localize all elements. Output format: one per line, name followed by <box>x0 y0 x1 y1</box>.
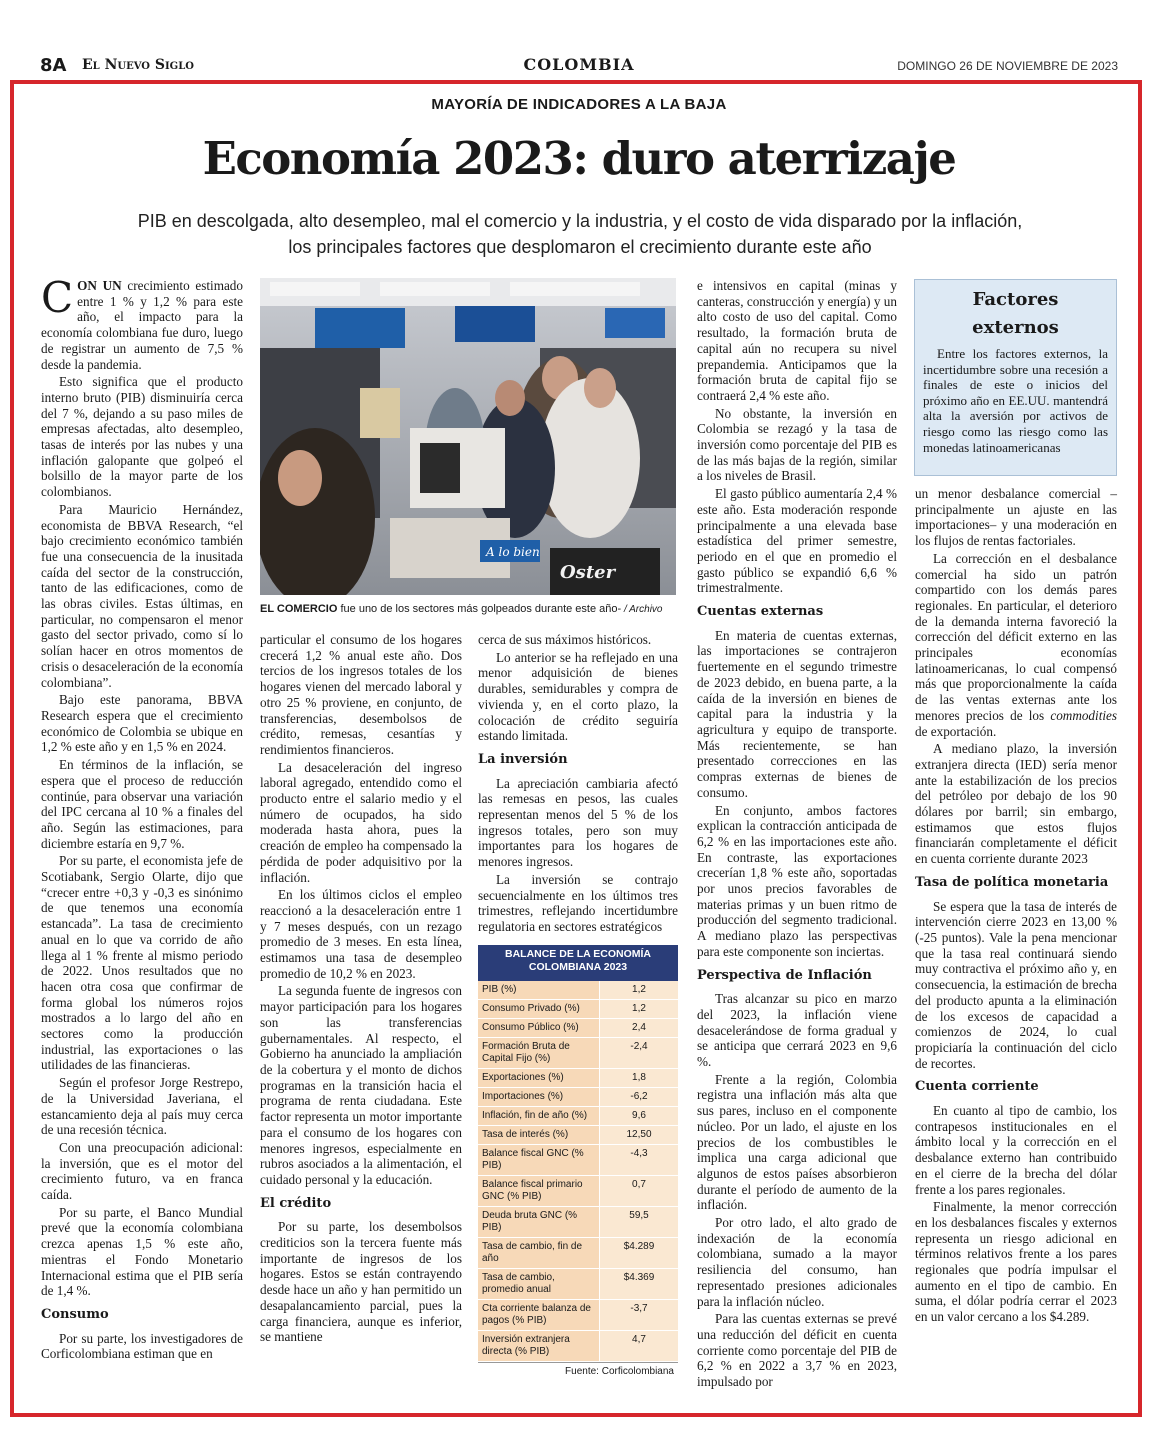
table-row <box>478 1126 678 1145</box>
masthead <box>40 55 1118 79</box>
paragraph: Según el profesor Jorge Restrepo, de la Universidad Javeriana, el estancamiento deja al país muy cerca de una recesión técnica. <box>41 1075 243 1138</box>
table-source: Fuente: Corficolombiana <box>478 1362 678 1380</box>
table-row <box>478 1107 678 1126</box>
lead-text: crecimiento estimado entre 1 % y 1,2 % para este año, el impacto para la economía colombiana fue duro, luego de registrar un aumento de 7,5 % desde la pandemia. <box>41 278 243 372</box>
table-row-label: Tasa de cambio, fin de año <box>478 1238 600 1268</box>
table-row <box>478 1238 678 1269</box>
italic-term: commodities <box>1050 707 1118 723</box>
paragraph: Por su parte, los investigadores de Corficolombiana estiman que en <box>41 1330 243 1362</box>
sidebar-title-line: externos <box>972 317 1059 338</box>
table-row-label: PIB (%) <box>478 981 600 999</box>
subheading-cuenta-corriente: Cuenta corriente <box>915 1079 1039 1095</box>
paragraph: Finalmente, la menor corrección en los desbalances fiscales y externos representa un riesgo adicional en términos relativos frente a los pares regionales que podría impulsar el aumento en el tipo de cambio. En suma, el dólar podría cerrar el 2023 en un valor cercano a los $4.289. <box>915 1199 1117 1325</box>
table-rows <box>478 981 678 1362</box>
article-kicker: MAYORÍA DE INDICADORES A LA BAJA <box>431 96 727 113</box>
subheading-cuentas-externas: Cuentas externas <box>697 604 824 620</box>
table-row-label: Cta corriente balanza de pagos (% PIB) <box>478 1300 600 1330</box>
table-row-label: Balance fiscal GNC (% PIB) <box>478 1145 600 1175</box>
table-row-value: 2,4 <box>600 1019 678 1037</box>
caption-text: fue uno de los sectores más golpeados durante este año- <box>337 603 622 615</box>
paragraph: Con una preocupación adicional: la inversión, que es el motor del crecimiento futuro, va en franca caída. <box>41 1139 243 1203</box>
paragraph: En conjunto, ambos factores explican la contracción anticipada de 6,2 % en las importaciones este año. En contraste, las exportaciones crecerían 1,8 % este año, soportadas por unos precios favorables de materias primas y un buen ritmo de producción del segmento tradicional. A mediano plazo las perspectivas para este componente son inciertas. <box>697 802 897 959</box>
paragraph: Para las cuentas externas se prevé una reducción del déficit en cuenta corriente como porcentaje del PIB de 6,2 % en 2022 a 3,7 % en 2023, impulsado por <box>697 1311 897 1390</box>
paragraph: cerca de sus máximos históricos. <box>478 632 652 647</box>
table-row-value: -6,2 <box>600 1088 678 1106</box>
caption-bold: EL COMERCIO <box>260 603 338 615</box>
brand-logo-text: Oster <box>560 562 616 583</box>
article-column-2 <box>260 632 462 1347</box>
article-column-4 <box>697 278 897 1392</box>
newspaper-name: El Nuevo Siglo <box>82 57 194 73</box>
table-row-value: 4,7 <box>600 1331 678 1361</box>
table-row-value: 0,7 <box>600 1176 678 1206</box>
paragraph-text: La corrección en el desbalance comercial ha sido un patrón compartido con los demás pares regionales. En particular, el deterioro de la demanda interna favoreció la corrección del déficit externo en las principales economías latinoamericanas, lo cual compensó más que proporcionalmente la caída de las ventas externas ante los menores precios de los <box>915 550 1117 723</box>
paragraph: Tras alcanzar su pico en marzo del 2023, la inflación viene desacelerándose de forma gradual y se anticipa que cerrará 2023 en 9,6 %. <box>697 991 897 1070</box>
table-row-label: Tasa de interés (%) <box>478 1126 600 1144</box>
table-row-value: $4.289 <box>600 1238 678 1268</box>
table-row <box>478 1088 678 1107</box>
table-row-label: Consumo Privado (%) <box>478 1000 600 1018</box>
caption-credit: / Archivo <box>621 604 663 615</box>
table-row-label: Tasa de cambio, promedio anual <box>478 1269 600 1299</box>
table-row-value: 12,50 <box>600 1126 678 1144</box>
table-row-value: 1,2 <box>600 981 678 999</box>
paragraph: En los últimos ciclos el empleo reaccionó a la desaceleración entre 1 y 7 meses después, con un rezago promedio de 3 meses. En esta línea, estimamos una tasa de desempleo promedio de 10,2 % en 2023. <box>260 887 462 981</box>
page-number: 8A <box>40 55 67 76</box>
paragraph: Se espera que la tasa de interés de intervención cierre 2023 en 13,00 % (-25 puntos). Vale la pena mencionar que la tasa real continuará siendo muy contractiva el próximo año y, en consecuencia, la estimación de brecha del producto apunta a la eliminación de los excesos de capacidad a comienzos de 2024, lo cual propiciaría la continuación del ciclo de recortes. <box>915 898 1117 1071</box>
table-row <box>478 1145 678 1176</box>
paragraph: A mediano plazo, la inversión extranjera directa (IED) sería menor ante la estabilización de los precios del petróleo por debajo de los 90 dólares por barril; sin embargo, estimamos que estos flujos financiarán completamente el déficit en cuenta corriente durante 2023 <box>915 741 1117 867</box>
paragraph: En cuanto al tipo de cambio, los contrapesos institucionales en el ámbito local y la corrección en el desbalance externo han contribuido en el cierre de la brecha del dólar frente a los pares regionales. <box>915 1103 1117 1197</box>
paragraph: La segunda fuente de ingresos con mayor participación para los hogares son las transferencias gubernamentales. Al respecto, el Gobierno ha anunciado la ampliación de la cobertura y el monto de dichos programas en la transición hacia el programa de renta ciudadana. Este factor representa un motor importante para el consumo de los hogares con menores ingresos, especialmente en rubros asociados a la alimentación, el cuidado personal y la educación. <box>260 983 462 1187</box>
subheading-politica-monetaria: Tasa de política monetaria <box>915 874 1109 890</box>
subheading-credito: El crédito <box>260 1195 332 1211</box>
paragraph <box>915 551 1117 739</box>
table-row-label: Importaciones (%) <box>478 1088 600 1106</box>
paragraph: Frente a la región, Colombia registra una inflación más alta que sus pares, incluso en el componente núcleo. Por un lado, el ajuste en los precios de los combustibles le implica una carga adicional que algunos de estos países absorbieron durante el período de aumento de la inflación. <box>697 1071 897 1213</box>
table-row-value: $4.369 <box>600 1269 678 1299</box>
paragraph: Por su parte, los desembolsos crediticios son la tercera fuente más importante de ingresos de los hogares. Estos se están contrayendo desde hace un año y han permitido un desapalancamiento parcial, pues la carga financiera, aunque es inferior, se mantiene <box>260 1219 462 1345</box>
paragraph: Esto significa que el producto interno bruto (PIB) disminuiría cerca del 7 %, dejando a su paso miles de empresas afectadas, alto desempleo, tasas de interés por las nubes y una inflación galopante que golpeó el bolsillo de la mayor parte de los colombianos. <box>41 374 243 500</box>
paragraph: Por otro lado, el alto grado de indexación de la economía colombiana, sumado a la mayor resiliencia del consumo, han representado presiones adicionales para la inflación núcleo. <box>697 1215 897 1309</box>
table-row <box>478 1300 678 1331</box>
table-row <box>478 1269 678 1300</box>
paragraph: No obstante, la inversión en Colombia se rezagó y la tasa de inversión como porcentaje del PIB es de las más bajas de la región, similar a los niveles de Brasil. <box>697 405 897 484</box>
dropcap: C <box>41 273 74 322</box>
paragraph: El gasto público aumentaría 2,4 % este año. Esta moderación responde principalmente a una elevada base estadística del primer semestre, periodo en el que en promedio el gasto público se expandió 6,6 % trimestralmente. <box>697 486 897 596</box>
table-row <box>478 1069 678 1088</box>
paragraph: En términos de la inflación, se espera que el proceso de reducción continúe, para observar una variación del IPC cercana al 10 % a finales del año. Según las estimaciones, para diciembre estaría en 9,7 %. <box>41 757 243 851</box>
store-crowd-illustration <box>260 278 676 595</box>
table-row <box>478 1038 678 1069</box>
paragraph: Bajo este panorama, BBVA Research espera que el crecimiento económico de Colombia se ubique en 1,2 % este año y en 1,5 % en 2024. <box>41 692 243 755</box>
sidebar-title-line: Factores <box>972 289 1059 310</box>
table-row-label: Balance fiscal primario GNC (% PIB) <box>478 1176 600 1206</box>
store-sign-text: A lo bien <box>486 545 540 559</box>
subhead-line: los principales factores que desplomaron el crecimiento durante este año <box>288 237 872 257</box>
paragraph: La desaceleración del ingreso laboral agregado, entendido como el producto entre el salario medio y el número de ocupados, ha sido moderada hasta ahora, pues la creación de empleo ha compensado la pérdida de poder adquisitivo por la inflación. <box>260 759 462 885</box>
sidebar-title <box>923 286 1108 342</box>
article-photo <box>260 278 676 595</box>
table-title: BALANCE DE LA ECONOMÍA COLOMBIANA 2023 <box>478 945 678 981</box>
table-row <box>478 1019 678 1038</box>
table-row-label: Formación Bruta de Capital Fijo (%) <box>478 1038 600 1068</box>
table-row-label: Deuda bruta GNC (% PIB) <box>478 1207 600 1237</box>
table-row-value: -3,7 <box>600 1300 678 1330</box>
sidebar-box <box>914 279 1117 476</box>
table-row-value: 59,5 <box>600 1207 678 1237</box>
lead-paragraph <box>41 273 243 372</box>
article-subhead <box>90 208 1070 260</box>
lead-in: ON UN <box>77 278 122 293</box>
economy-balance-table <box>478 945 678 1385</box>
table-row-label: Consumo Público (%) <box>478 1019 600 1037</box>
paragraph: En materia de cuentas externas, las importaciones se contrajeron fuertemente en el segundo trimestre de 2023 debido, en buena parte, a la caída de la inversión en bienes de capital para la industria y la agricultura y equipo de transporte. Más recientemente, se han presentado correcciones en las compras externas de bienes de consumo. <box>697 627 897 800</box>
sidebar-text: Entre los factores externos, la incertidumbre sobre una recesión a finales de este o inicios del próximo año en EE.UU. mantendrá alta la aversión por activos de riesgo como las riesgo como las monedas latinoamericanas <box>923 346 1108 455</box>
table-row-value: -4,3 <box>600 1145 678 1175</box>
article-column-3 <box>478 632 678 937</box>
paragraph: Lo anterior se ha reflejado en una menor adquisición de bienes durables, semidurables y compra de vivienda y, en el corto plazo, la colocación de crédito seguiría estando limitada. <box>478 649 678 744</box>
paragraph: particular el consumo de los hogares crecerá 1,2 % anual este año. Dos tercios de los ingresos totales de los hogares vienen del mercado laboral y otro 25 % proviene, en conjunto, de transferencias, desembolsos de crédito, remesas, cesantías y rendimientos financieros. <box>260 632 462 757</box>
paragraph: Por su parte, el Banco Mundial prevé que la economía colombiana crezca apenas 1,5 % este año, mientras el Fondo Monetario Internacional estima que el PIB sería de 1,4 %. <box>41 1204 243 1299</box>
table-row <box>478 1207 678 1238</box>
table-row-value: 1,8 <box>600 1069 678 1087</box>
table-row <box>478 1000 678 1019</box>
publication-date: DOMINGO 26 DE NOVIEMBRE DE 2023 <box>897 59 1118 73</box>
table-row <box>478 981 678 1000</box>
photo-caption <box>260 603 676 615</box>
subhead-line: PIB en descolgada, alto desempleo, mal el comercio y la industria, y el costo de vida disparado por la inflación, <box>137 211 1023 231</box>
table-row-label: Inversión extranjera directa (% PIB) <box>478 1331 600 1361</box>
paragraph: Para Mauricio Hernández, economista de BBVA Research, “el bajo crecimiento económico también fue una consecuencia de la inusitada caída del sector de la construcción, tanto de las edificaciones, como de las obras civiles. Estas últimas, en particular, no compensaron el menor gasto del sector privado, como sí lo solían hacer en otros momentos de crisis o desaceleración de la economía colombiana”. <box>41 501 243 690</box>
paragraph: un menor desbalance comercial –principalmente un ajuste en las importaciones– y una moderación en los flujos de rentas factoriales. <box>915 486 1117 549</box>
paragraph: La apreciación cambiaria afectó las remesas en pesos, las cuales representan menos del 5 % de los ingresos totales, pero son muy importantes para los hogares de menores ingresos. <box>478 775 678 870</box>
subheading-consumo: Consumo <box>41 1307 109 1322</box>
article-headline: Economía 2023: duro aterrizaje <box>202 132 956 185</box>
paragraph-text: de exportación. <box>915 723 997 739</box>
table-row-label: Inflación, fin de año (%) <box>478 1107 600 1125</box>
table-row-label: Exportaciones (%) <box>478 1069 600 1087</box>
table-row-value: 9,6 <box>600 1107 678 1125</box>
article-column-5 <box>915 486 1117 1327</box>
section-name: COLOMBIA <box>523 55 635 74</box>
table-row <box>478 1331 678 1362</box>
paragraph: e intensivos en capital (minas y canteras, construcción y energía) y un alto costo de uso del capital. Como resultado, la formación bruta de capital aún no recupera su nivel prepandemia. Anticipamos que la formación bruta de capital fijo se contraerá 2,4 % este año. <box>697 278 897 403</box>
subheading-inversion: La inversión <box>478 751 568 767</box>
article-column-1 <box>41 273 243 1364</box>
table-row-value: -2,4 <box>600 1038 678 1068</box>
subheading-inflacion: Perspectiva de Inflación <box>697 967 872 983</box>
table-row-value: 1,2 <box>600 1000 678 1018</box>
paragraph: Por su parte, el economista jefe de Scotiabank, Sergio Olarte, dijo que “crecer entre +0,3 y -0,3 es sinónimo de que tenemos una economía estancada”. La tasa de crecimiento anual en lo que va corrido de año llega al 1 % frente al mismo periodo de 2022. Unos resultados que no hacen otra cosa que confirmar de forma global los números rojos mostrados a lo largo del año en sectores como la producción industrial, las exportaciones o las utilidades de las financieras. <box>41 853 243 1073</box>
table-row <box>478 1176 678 1207</box>
paragraph: La inversión se contrajo secuencialmente en los últimos tres trimestres, reflejando incertidumbre regulatoria en sectores estratégicos <box>478 871 678 934</box>
